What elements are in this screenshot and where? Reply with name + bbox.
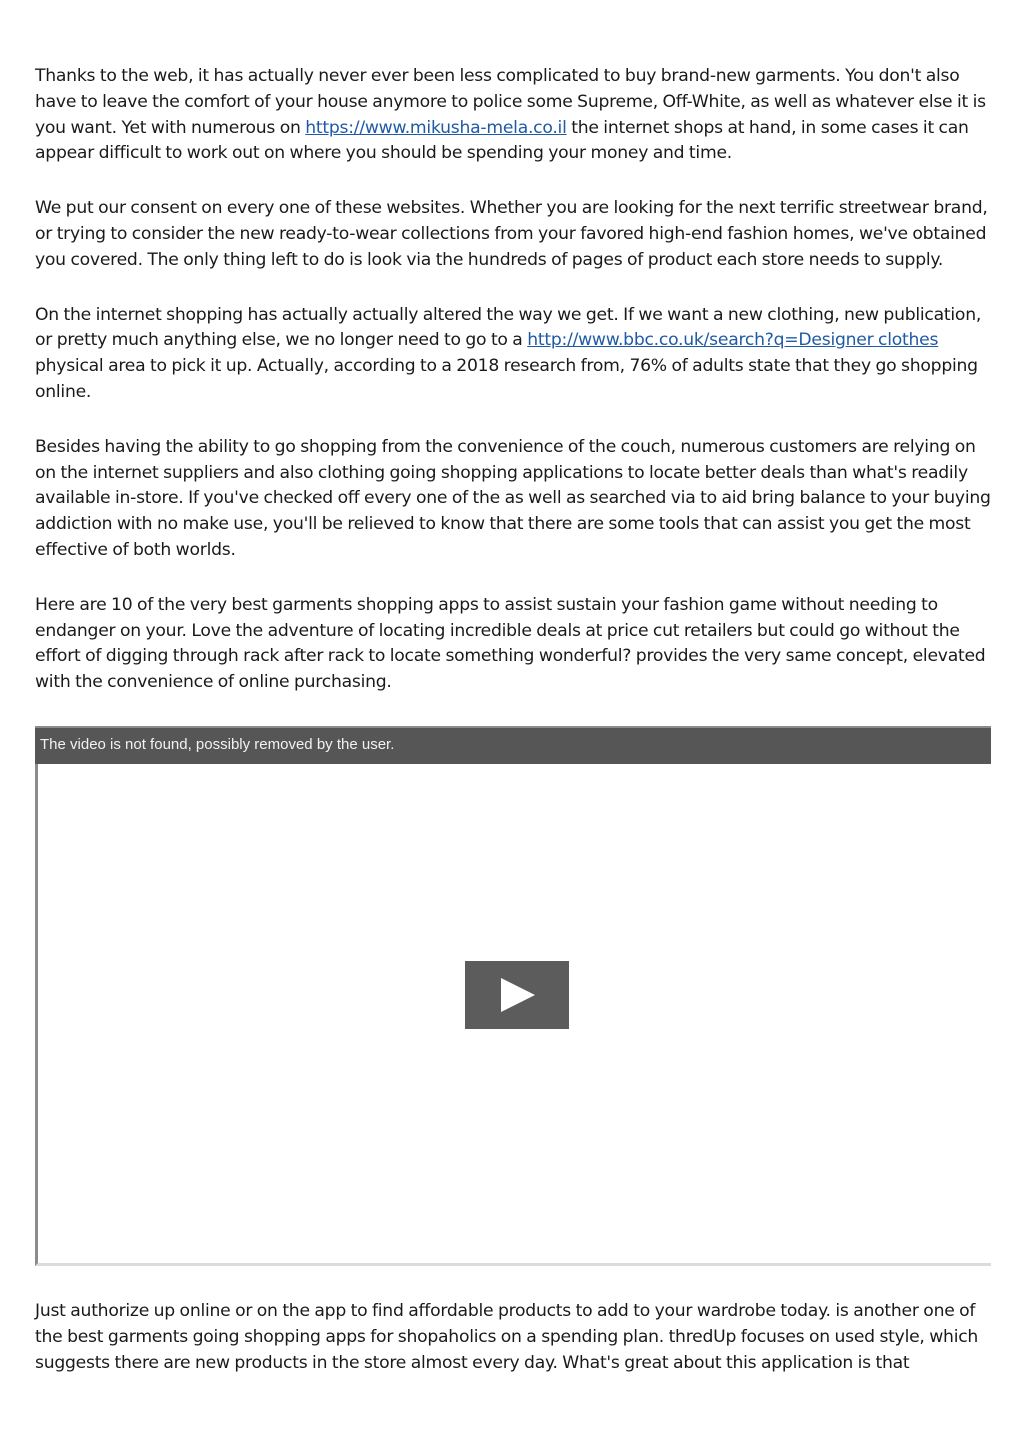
paragraph-1 xyxy=(35,64,993,167)
video-embed[interactable] xyxy=(35,726,991,1266)
paragraph-1-text-a: Thanks to the web, it has actually never ever been less complicated to buy brand-new garments. You don't also have to leave the comfort of your house anymore to police some Supreme, Off-White, as well as whatever else it is you want. Yet with numerous on xyxy=(35,66,986,138)
paragraph-3-text-a: On the internet shopping has actually actually altered the way we get. If we want a new clothing, new publication, or pretty much anything else, we no longer need to go to a xyxy=(35,304,982,351)
video-not-found-message: The video is not found, possibly removed by the user. xyxy=(40,735,395,753)
play-button[interactable] xyxy=(465,961,569,1029)
bbc-search-link[interactable]: http://www.bbc.co.uk/search?q=Designer clothes xyxy=(527,330,939,351)
mikusha-mela-link[interactable]: https://www.mikusha-mela.co.il xyxy=(305,117,567,138)
paragraph-3 xyxy=(35,303,993,406)
paragraph-4: Besides having the ability to go shopping from the convenience of the couch, numerous customers are relying on on the internet suppliers and also clothing going shopping applications to locate better deals than what's readily available in-store. If you've checked off every one of the as well as searched via to aid bring balance to your buying addiction with no make use, you'll be relieved to know that there are some tools that can assist you get the most effective of both worlds. xyxy=(35,436,991,560)
video-title-bar xyxy=(35,728,991,764)
document-page xyxy=(35,64,993,1405)
paragraph-2: We put our consent on every one of these websites. Whether you are looking for the next terrific streetwear brand, or trying to consider the new ready-to-wear collections from your favored high-end fashion homes, we've obtained you covered. The only thing left to do is look via the hundreds of pages of product each store needs to supply. xyxy=(35,198,988,270)
paragraph-5: Here are 10 of the very best garments shopping apps to assist sustain your fashion game without needing to endanger on your. Love the adventure of locating incredible deals at price cut retailers but could go without the effort of digging through rack after rack to locate something wonderful? provides the very same concept, elevated with the convenience of online purchasing. xyxy=(35,594,986,693)
paragraph-3-text-b: physical area to pick it up. Actually, according to a 2018 research from, 76% of adults state that they go shopping online. xyxy=(35,356,978,402)
play-icon xyxy=(465,961,569,1029)
paragraph-1-text-b: the internet shops at hand, in some cases it can appear difficult to work out on where you should be spending your money and time. xyxy=(35,117,969,164)
paragraph-6: Just authorize up online or on the app to find affordable products to add to your wardrobe today. is another one of the best garments going shopping apps for shopaholics on a spending plan. thredUp focuses on used style, which suggests there are new products in the store almost every day. What's great about this application is that xyxy=(35,1300,979,1373)
